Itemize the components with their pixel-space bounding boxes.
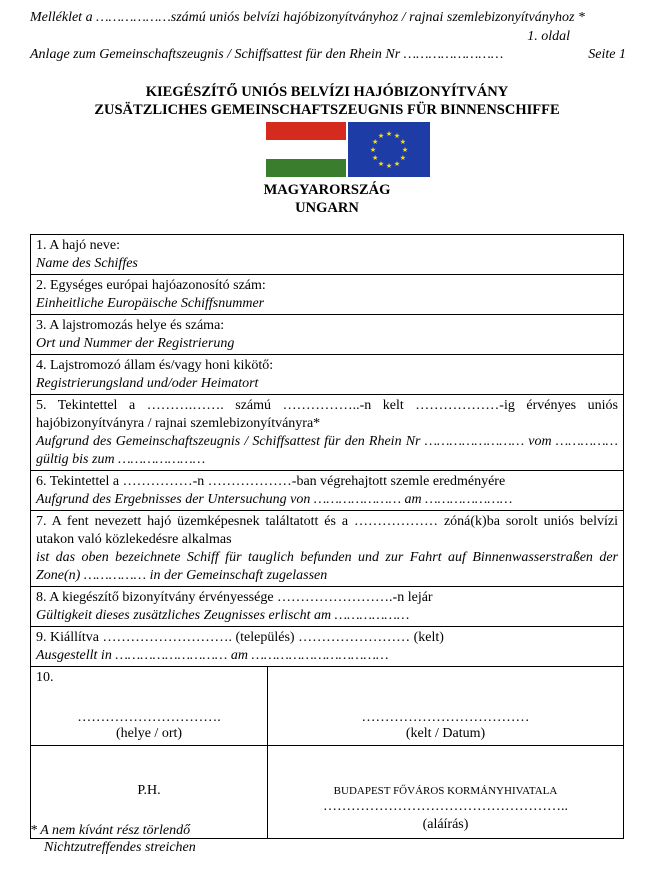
field-1-label-de: Name des Schiffes — [36, 256, 138, 271]
field-5-label-hu: 5. Tekintettel a ……….……. számú ……………..-n kelt ………………-ig érvényes uniós hajóbizonyítványra / rajnai szemlebizonyítványra* — [36, 398, 618, 431]
eu-star-icon: ★ — [385, 130, 393, 138]
eu-star-icon: ★ — [369, 146, 377, 154]
country-hu: MAGYARORSZÁG — [263, 182, 391, 198]
eu-star-icon: ★ — [399, 138, 406, 146]
authority-name: BUDAPEST FŐVÁROS KORMÁNYHIVATALA — [333, 785, 558, 797]
field-8-label-hu: 8. A kiegészítő bizonyítvány érvényessége …………………….-n lejár — [36, 590, 433, 605]
field-9-label-hu: 9. Kiállítva ………………………. (település) …………………… (kelt) — [36, 630, 444, 645]
eu-star-icon: ★ — [377, 132, 385, 141]
signature-row-1 — [31, 667, 623, 746]
header-line-1: Melléklet a ………………számú uniós belvízi hajóbizonyítványhoz / rajnai szemlebizonyítványhoz * — [30, 10, 585, 25]
field-3-label-de: Ort und Nummer der Registrierung — [36, 336, 235, 351]
field-6 — [31, 471, 623, 511]
signature-dots: …………………………………………….. — [323, 799, 568, 814]
title-de: ZUSÄTZLICHES GEMEINSCHAFTSZEUGNIS FÜR BINNENSCHIFFE — [94, 102, 560, 118]
header-line-3-right: Seite 1 — [588, 47, 626, 62]
hungarian-flag — [266, 122, 346, 177]
header-line-3 — [30, 47, 626, 63]
header-line-3-left: Anlage zum Gemeinschaftszeugnis / Schiffsattest für den Rhein Nr …………………… — [30, 47, 504, 62]
signature-label: (aláírás) — [422, 817, 469, 832]
field-7-label-de: ist das oben bezeichnete Schiff für tauglich befunden und zur Fahrt auf Binnenwasserstraßen der Zone(n) …………… in der Gemeinschaft zugelassen — [36, 550, 618, 583]
eu-star-icon: ★ — [399, 154, 406, 162]
field-6-label-hu: 6. Tekintettel a ……………-n ………………-ban végrehajtott szemle eredményére — [36, 474, 506, 489]
field-1 — [31, 235, 623, 275]
flags — [266, 122, 430, 177]
field-1-label-hu: 1. A hajó neve: — [36, 238, 120, 253]
date-label: (kelt / Datum) — [405, 726, 486, 741]
field-2 — [31, 275, 623, 315]
field-8-label-de: Gültigkeit dieses zusätzliches Zeugnisses erlischt am ……………… — [36, 608, 410, 623]
footnote-hu: * A nem kívánt rész törlendő — [30, 823, 191, 838]
date-dots: ……………………………… — [361, 710, 530, 725]
field-5 — [31, 395, 623, 471]
field-4-label-hu: 4. Lajstromozó állam és/vagy honi kikötő: — [36, 358, 274, 373]
place-label: (helye / ort) — [115, 726, 183, 741]
field-8 — [31, 587, 623, 627]
footnote-de: Nichtzutreffendes streichen — [44, 840, 196, 855]
eu-star-icon: ★ — [385, 162, 393, 170]
field-4-label-de: Registrierungsland und/oder Heimatort — [36, 376, 259, 391]
country-de: UNGARN — [295, 200, 359, 216]
field-4 — [31, 355, 623, 395]
eu-stars-icon — [348, 122, 430, 177]
eu-star-icon: ★ — [372, 154, 379, 162]
certificate-form — [30, 234, 624, 839]
field-7 — [31, 511, 623, 587]
eu-star-icon: ★ — [393, 132, 401, 141]
page-number: 1. oldal — [527, 29, 570, 44]
place-dots: …………………………. — [77, 710, 221, 725]
field-10-number: 10. — [36, 670, 54, 685]
field-5-label-de: Aufgrund des Gemeinschaftszeugnis / Schiffsattest für den Rhein Nr …………………… vom …………… gültig bis zum ………………… — [36, 434, 618, 467]
stamp-label: P.H. — [137, 783, 161, 798]
eu-star-icon: ★ — [377, 159, 385, 168]
footnote — [30, 822, 196, 856]
eu-star-icon: ★ — [393, 159, 401, 168]
field-9-label-de: Ausgestellt in ……………………… am …………………………… — [36, 648, 389, 663]
place-cell — [31, 667, 268, 745]
title-hu: KIEGÉSZÍTŐ UNIÓS BELVÍZI HAJÓBIZONYÍTVÁNY — [145, 84, 509, 100]
field-6-label-de: Aufgrund des Ergebnisses der Untersuchung von ………………… am ………………… — [36, 492, 513, 507]
date-cell — [268, 667, 623, 745]
field-2-label-hu: 2. Egységes európai hajóazonosító szám: — [36, 278, 266, 293]
field-2-label-de: Einheitliche Europäische Schiffsnummer — [36, 296, 265, 311]
field-9 — [31, 627, 623, 667]
eu-star-icon: ★ — [401, 146, 409, 154]
field-3-label-hu: 3. A lajstromozás helye és száma: — [36, 318, 225, 333]
eu-flag — [348, 122, 430, 177]
field-7-label-hu: 7. A fent nevezett hajó üzemképesnek találtatott és a ……………… zóná(k)ba sorolt uniós belvízi utakon való közlekedésre alkalmas — [36, 514, 618, 547]
signature-cell — [268, 746, 623, 838]
field-3 — [31, 315, 623, 355]
eu-star-icon: ★ — [372, 138, 379, 146]
